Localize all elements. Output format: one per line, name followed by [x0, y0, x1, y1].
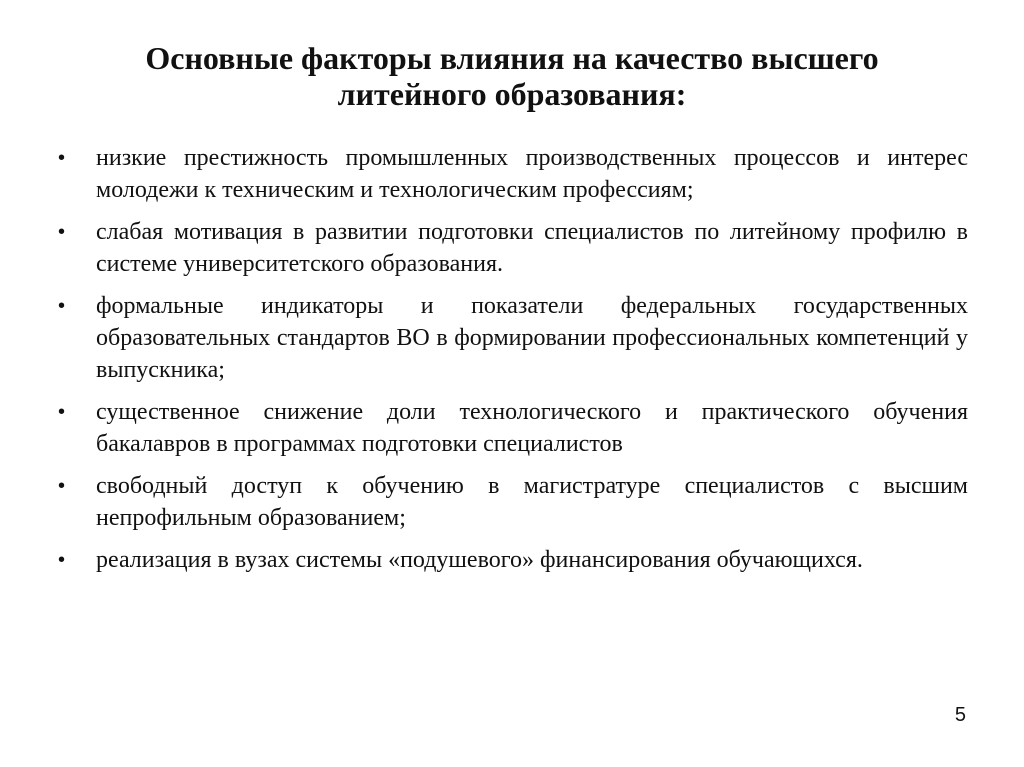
slide-title-line-2: литейного образования: [337, 76, 687, 112]
bullet-text: существенное снижение доли технологического и практического обучения бакалавров в программах подготовки специалистов [96, 399, 968, 457]
bullet-icon: • [58, 147, 66, 169]
bullet-text: низкие престижность промышленных производственных процессов и интерес молодежи к техническим и технологическим профессиям; [96, 145, 968, 203]
list-item [50, 216, 968, 280]
bullet-text: реализация в вузах системы «подушевого» финансирования обучающихся. [96, 547, 863, 573]
list-item [50, 544, 968, 576]
bullet-list [50, 142, 968, 586]
bullet-icon: • [58, 549, 66, 571]
list-item [50, 396, 968, 460]
slide-title-line-1: Основные факторы влияния на качество высшего [145, 40, 879, 76]
bullet-icon: • [58, 401, 66, 423]
list-item [50, 470, 968, 534]
page-number: 5 [954, 704, 966, 726]
bullet-icon: • [58, 295, 66, 317]
list-item [50, 290, 968, 386]
bullet-text: формальные индикаторы и показатели федеральных государственных образовательных стандартов ВО в формировании профессиональных компетенций у выпускника; [96, 293, 968, 383]
list-item [50, 142, 968, 206]
bullet-icon: • [58, 475, 66, 497]
slide-title [80, 40, 944, 112]
bullet-icon: • [58, 221, 66, 243]
bullet-text: свободный доступ к обучению в магистратуре специалистов с высшим непрофильным образованием; [96, 473, 968, 531]
bullet-text: слабая мотивация в развитии подготовки специалистов по литейному профилю в системе университетского образования. [96, 219, 968, 277]
